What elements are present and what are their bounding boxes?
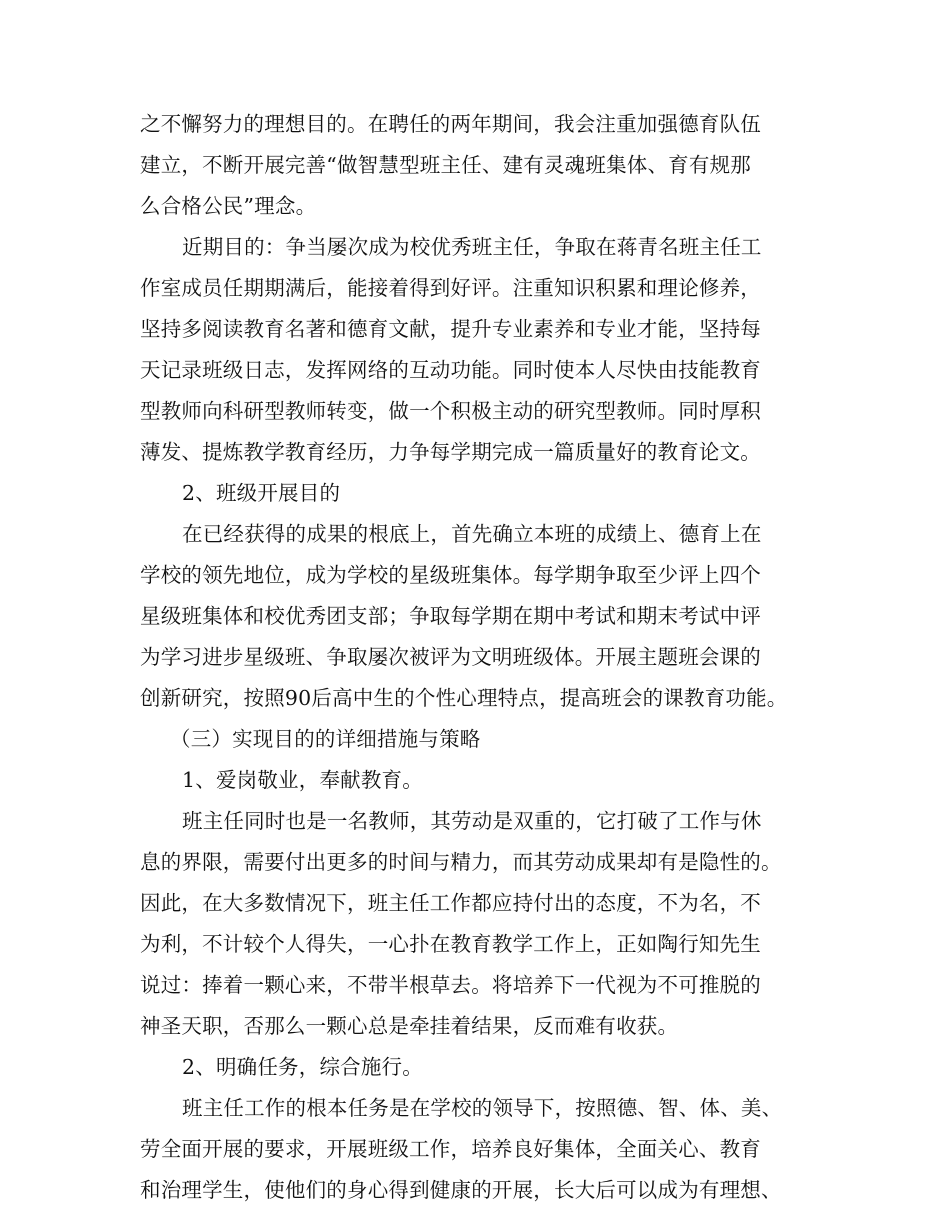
text-line: 星级班集体和校优秀团支部；争取每学期在期中考试和期末考试中评	[140, 604, 761, 628]
section-heading: 2、明确任务，综合施行。	[182, 1055, 423, 1079]
text-line: 说过：捧着一颗心来，不带半根草去。将培养下一代视为不可推脱的	[140, 973, 761, 997]
text-line: 为利，不计较个人得失，一心扑在教育教学工作上，正如陶行知先生	[140, 932, 761, 956]
section-heading: 1、爱岗敬业，奉献教育。	[182, 768, 423, 792]
paragraph-first-line: 近期目的：争当屡次成为校优秀班主任，争取在蒋青名班主任工	[182, 235, 762, 259]
paragraph-first-line: 班主任同时也是一名教师，其劳动是双重的，它打破了工作与休	[182, 809, 762, 833]
text-line: 天记录班级日志，发挥网络的互动功能。同时使本人尽快由技能教育	[140, 358, 761, 382]
text-line: 么合格公民”理念。	[140, 194, 317, 218]
text-line: 型教师向科研型教师转变，做一个积极主动的研究型教师。同时厚积	[140, 399, 761, 423]
text-line: 坚持多阅读教育名著和德育文献，提升专业素养和专业才能，坚持每	[140, 317, 761, 341]
text-line: 作室成员任期期满后，能接着得到好评。注重知识积累和理论修养，	[140, 276, 761, 300]
text-line: 和治理学生，使他们的身心得到健康的开展，长大后可以成为有理想、	[140, 1178, 782, 1202]
text-line: 创新研究，按照90后高中生的个性心理特点，提高班会的课教育功能。	[140, 686, 788, 710]
paragraph-first-line: 在已经获得的成果的根底上，首先确立本班的成绩上、德育上在	[182, 522, 762, 546]
text-line: 因此，在大多数情况下，班主任工作都应持付出的态度，不为名，不	[140, 891, 761, 915]
text-line: 学校的领先地位，成为学校的星级班集体。每学期争取至少评上四个	[140, 563, 761, 587]
text-line: 建立，不断开展完善“做智慧型班主任、建有灵魂班集体、育有规那	[140, 153, 751, 177]
text-line: 息的界限，需要付出更多的时间与精力，而其劳动成果却有是隐性的。	[140, 850, 782, 874]
text-line: 之不懈努力的理想目的。在聘任的两年期间，我会注重加强德育队伍	[140, 112, 761, 136]
paragraph-first-line: 班主任工作的根本任务是在学校的领导下，按照德、智、体、美、	[182, 1096, 783, 1120]
text-line: 薄发、提炼教学教育经历，力争每学期完成一篇质量好的教育论文。	[140, 440, 761, 464]
section-heading: （三）实现目的的详细措施与策略	[170, 727, 481, 751]
section-heading: 2、班级开展目的	[182, 481, 341, 505]
text-line: 为学习进步星级班、争取屡次被评为文明班级体。开展主题班会课的	[140, 645, 761, 669]
text-line: 劳全面开展的要求，开展班级工作，培养良好集体，全面关心、教育	[140, 1137, 761, 1161]
text-line: 神圣天职，否那么一颗心总是牵挂着结果，反而难有收获。	[140, 1014, 679, 1038]
